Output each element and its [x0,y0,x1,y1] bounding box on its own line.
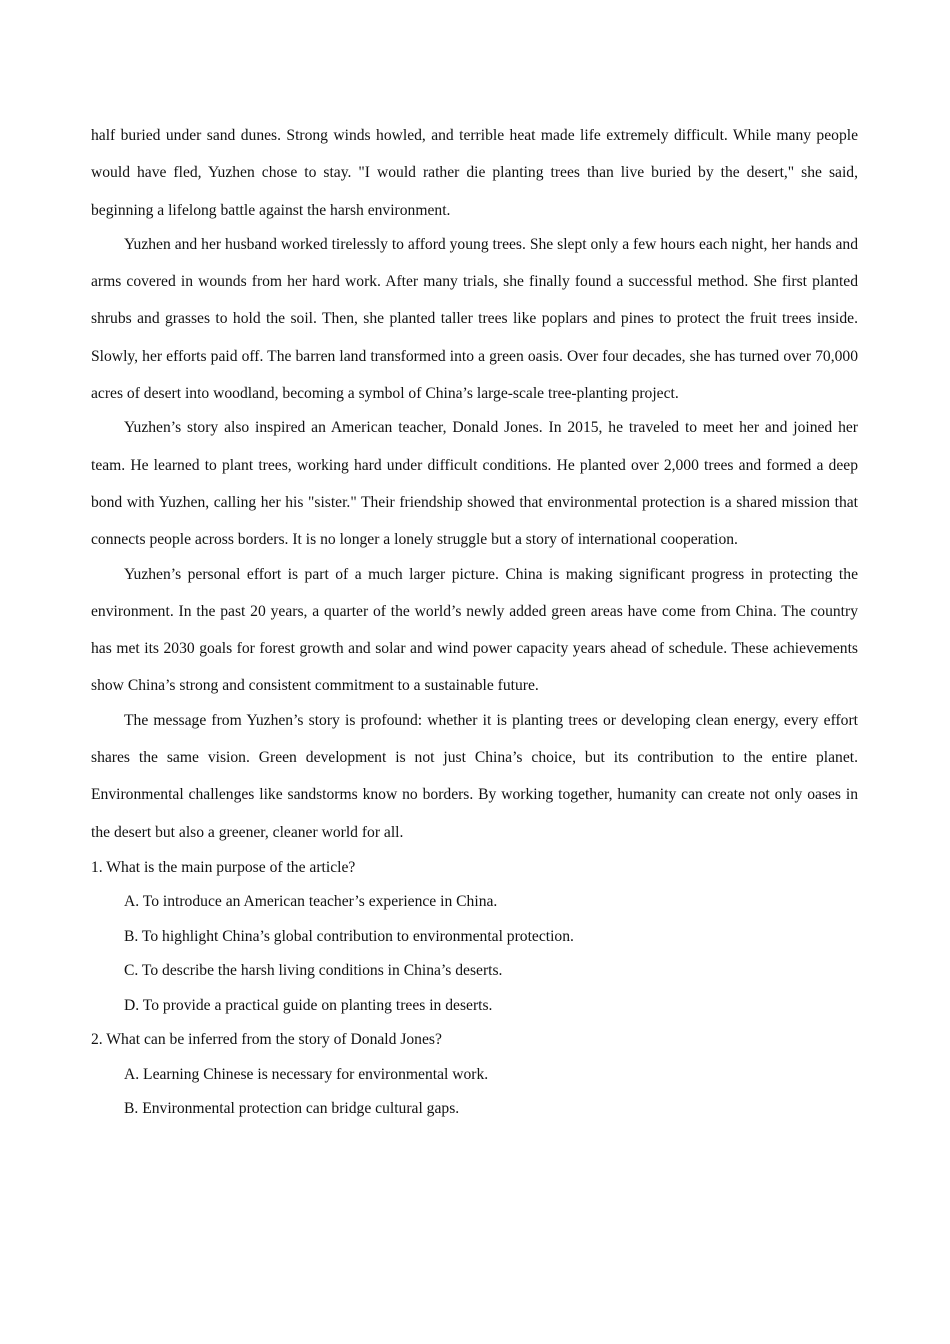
paragraph-5: The message from Yuzhen’s story is profound: whether it is planting trees or developing clean energy, every effort shares the same vision. Green development is not just China’s choice, but its contribution to the entire planet. Environmental challenges like sandstorms know no borders. By working together, humanity can create not only oases in the desert but also a greener, cleaner world for all. [91,711,858,841]
paragraph-4: Yuzhen’s personal effort is part of a much larger picture. China is making significant progress in protecting the environment. In the past 20 years, a quarter of the world’s newly added green areas have come from China. The country has met its 2030 goals for forest growth and solar and wind power capacity years ahead of schedule. These achievements show China’s strong and consistent commitment to a sustainable future. [91,565,858,695]
document-page [91,117,858,1127]
question-2-option-a: A. Learning Chinese is necessary for environmental work. [124,1065,489,1083]
question-1-option-c: C. To describe the harsh living conditions in China’s deserts. [124,962,503,980]
question-1 [91,851,858,1024]
paragraph-3: Yuzhen’s story also inspired an American teacher, Donald Jones. In 2015, he traveled to meet her and joined her team. He learned to plant trees, working hard under difficult conditions. He planted over 2,000 trees and formed a deep bond with Yuzhen, calling her his "sister." Their friendship showed that environmental protection is a shared mission that connects people across borders. It is no longer a lonely struggle but a story of international cooperation. [91,419,858,549]
question-1-option-b: B. To highlight China’s global contribution to environmental protection. [124,927,574,945]
paragraph-1: half buried under sand dunes. Strong winds howled, and terrible heat made life extremely difficult. While many people would have fled, Yuzhen chose to stay. "I would rather die planting trees than live buried by the desert," she said, beginning a lifelong battle against the harsh environment. [91,127,858,219]
paragraph-2: Yuzhen and her husband worked tirelessly to afford young trees. She slept only a few hours each night, her hands and arms covered in wounds from her hard work. After many trials, she finally found a successful method. She first planted shrubs and grasses to hold the soil. Then, she planted taller trees like poplars and pines to protect the fruit trees inside. Slowly, her efforts paid off. The barren land transformed into a green oasis. Over four decades, she has turned over 70,000 acres of desert into woodland, becoming a symbol of China’s large-scale tree-planting project. [91,235,858,403]
question-2 [91,1023,858,1127]
question-stem: 1. What is the main purpose of the article? [91,858,356,876]
question-1-option-a: A. To introduce an American teacher’s experience in China. [124,893,498,911]
question-1-option-d: D. To provide a practical guide on planting trees in deserts. [124,996,493,1014]
question-stem: 2. What can be inferred from the story of Donald Jones? [91,1031,442,1049]
article-body [91,117,858,851]
question-2-option-b: B. Environmental protection can bridge cultural gaps. [124,1100,460,1118]
